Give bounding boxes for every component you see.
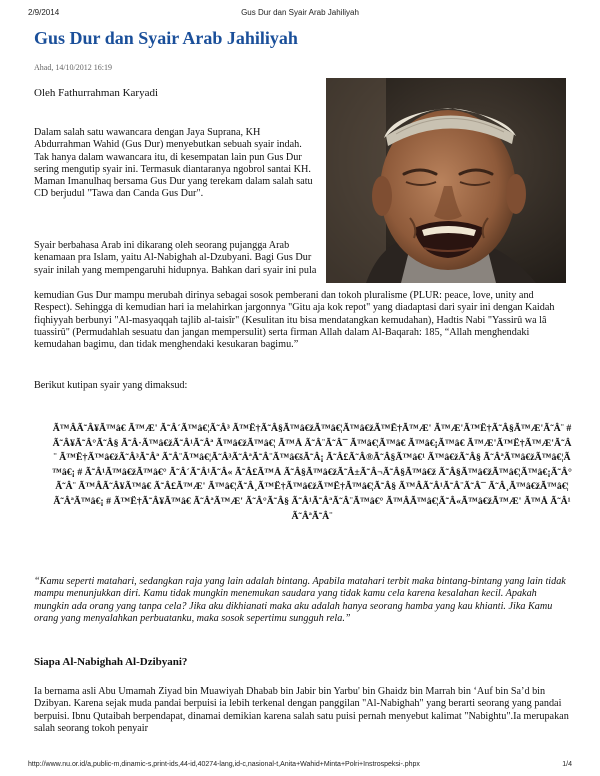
paragraph-intro: Dalam salah satu wawancara dengan Jaya Suprana, KH Abdurrahman Wahid (Gus Dur) menyebutkan sebuah syair indah. Tak hanya dalam wawancara itu, di kesempatan lain pun Gus Dur sering mengutip syair ini. Termasuk diantaranya ngobrol santai KH. Maman Imanulhaq bersama Gus Dur yang terekam dalam salah satu CD berjudul "Tawa dan Canda Gus Dur". [34,127,313,200]
print-url: http://www.nu.or.id/a,public-m,dinamic-s,print-ids,44-id,40274-lang,id-c,nasional-t,Anita+Wahid+Minta+Polri+Instrospeksi-.phpx [28,761,420,768]
arabic-verse-garbled: Ã™ÂÃ˜Â¥Ã™â€ Ã™Æ' Ã˜Â´Ã™â€¦Ã˜Â³ Ã™Ë†Ã˜Â§Ã™â€žÃ™â€¦Ã™â€žÃ™Ë†Ã™Æ' Ã™Æ'Ã™Ë†Ã˜Â§Ã™Æ'Ã˜Â¨ # Ã˜Â¥Ã˜Â°Ã˜Â§ Ã˜Â·Ã™â€žÃ˜Â¹Ã˜Âª Ã™â€žÃ™â€¦ Ã™Å Ã˜Â¨Ã˜Â¯ Ã™â€¦Ã™â€ Ã™â€¡Ã™â€ Ã™Æ'Ã™Ë†Ã™Æ'Ã˜Â¨ Ã™Ë†Ã™â€žÃ˜Â³Ã˜Âª Ã˜Â¨Ã™â€¦Ã˜Â³Ã˜ÂªÃ˜Â¨Ã™â€šÃ˜Â¡ Ã˜Â£Ã˜Â®Ã˜Â§Ã™â€¹ Ã™â€žÃ˜Â§ Ã˜ÂªÃ™â€žÃ™â€¦Ã™â€¡ # Ã˜Â¹Ã™â€žÃ™â€° Ã˜Â´Ã˜Â¹Ã˜Â« Ã˜Â£Ã™Å Ã˜Â§Ã™â€žÃ˜Â±Ã˜Â¬Ã˜Â§Ã™â€ž Ã˜Â§Ã™â€žÃ™â€¦Ã™â€¡Ã˜Â°Ã˜Â¨ Ã™ÂÃ˜Â¥Ã™â€ Ã˜Â£Ã™Æ' Ã™â€¦Ã˜Â¸Ã™Ë†Ã™â€žÃ™Ë†Ã™â€¦Ã˜Â§ Ã™ÂÃ˜Â¹Ã˜Â¨Ã˜Â¯ Ã˜Â¸Ã™â€žÃ™â€¦Ã˜ÂªÃ™â€¡ # Ã™Ë†Ã˜Â¥Ã™â€ Ã˜ÂªÃ™Æ' Ã˜Â°Ã˜Â§ Ã˜Â¹Ã˜ÂªÃ˜Â¨Ã™â€° Ã™ÂÃ™â€¦Ã˜Â«Ã™â€žÃ™Æ' Ã™Å Ã˜Â¹Ã˜ÂªÃ˜Â¨ [52,423,572,522]
article-photo [326,78,566,283]
article-title: Gus Dur dan Syair Arab Jahiliyah [34,28,298,48]
paragraph-biography: Ia bernama asli Abu Umamah Ziyad bin Muawiyah Dhabab bin Jabir bin Yarbu' bin Ghaidz bin Marrah bin ‘Auf bin Sa’d bin Dzibyan. Karena sejak muda pandai berpuisi ia lebih terkenal dengan panggilan "Al-Nabighah" yang berarti seorang yang pandai berpuisi. Ibnu Qutaibah berpendapat, dinamai demikian karena salah satu puisi pernah menyebut kalimat "Nabightu".Ia merupakan salah seorang tokoh penyair [34,686,569,734]
gus-dur-portrait-image [326,78,566,283]
article-date: Ahad, 14/10/2012 16:19 [34,63,112,72]
paragraph-syair-influence: kemudian Gus Dur mampu merubah dirinya sebagai sosok pemberani dan tokoh pluralisme (PLUR: peace, love, unity and Respect). Sehingga di kemudian hari ia melahirkan jargonnya "Gitu aja kok repot" yang diadaptasi dari syair ini dengan Kaidah fiqhiyyah berbunyi "Al-masyaqqah tajlib al-taisîr" (Kesulitan itu bisa mendatangkan kemudahan), Hadtis Nabi "Yassirû wa lâ tuassirû" (Permudahlah sesuatu dan jangan mempersulit) serta firman Allah dalam Al-Baqarah: 185, “Allah menghendaki kemudahan bagimu, dan tidak menghendaki kesukaran bagimu.” [34,290,555,351]
article-author: Oleh Fathurrahman Karyadi [34,87,159,99]
print-page-number: 1/4 [562,761,572,768]
print-page-title: Gus Dur dan Syair Arab Jahiliyah [241,8,359,17]
verse-translation-quote: “Kamu seperti matahari, sedangkan raja yang lain adalah bintang. Apabila matahari terbit maka bintang-bintang yang lain tidak mampu menunjukkan diri. Kamu tidak mungkin menemukan saudara yang tidak kamu cela karena kesalahan kecil. Apakah mungkin ada orang yang tanpa cela? Jika aku dikhianati maka aku adalah hanya seorang hamba yang kau khianti. Jika Kamu orang yang menyalahkan perbuatanku, maka sosok sepertimu sungguh rela.” [34,576,566,625]
paragraph-cite-intro: Berikut kutipan syair yang dimaksud: [34,380,188,391]
paragraph-syair-origin: Syair berbahasa Arab ini dikarang oleh seorang pujangga Arab kenamaan pra Islam, yaitu Al-Nabighah al-Dzubyani. Bagi Gus Dur syair inilah yang mempengaruhi hidupnya. Bahkan dari syair ini pula [34,240,317,276]
section-heading: Siapa Al-Nabighah Al-Dzibyani? [34,656,188,668]
print-date: 2/9/2014 [28,8,60,17]
